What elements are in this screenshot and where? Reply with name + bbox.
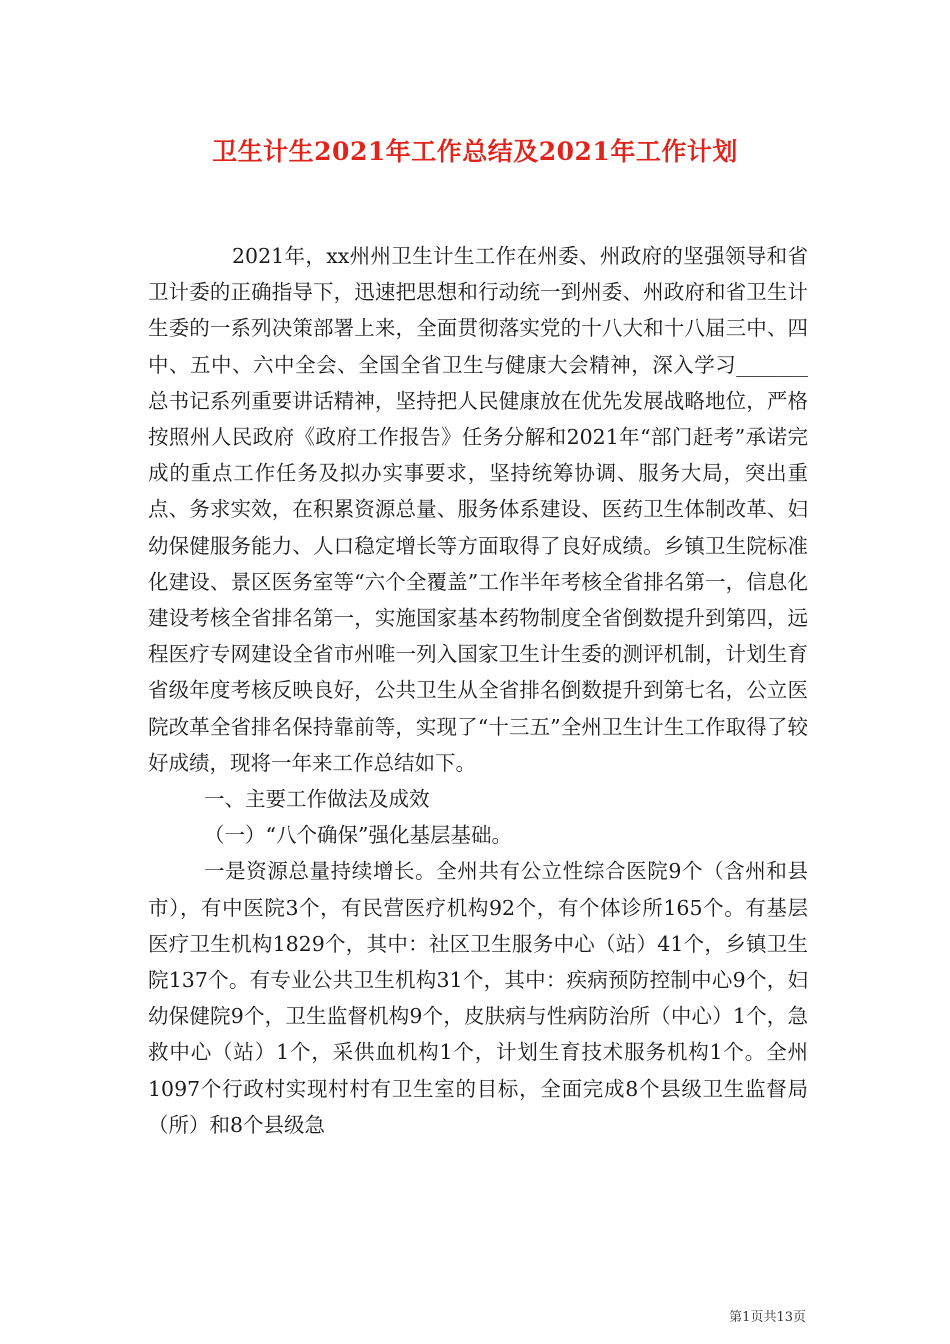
- subsection-heading: （一）“八个确保”强化基层基础。: [204, 823, 512, 848]
- document-title: 卫生计生2021年工作总结及2021年工作计划: [212, 137, 738, 166]
- page-number: 第1页共13页: [729, 1310, 806, 1325]
- document-body: [148, 238, 808, 1143]
- paragraph-resources: 一是资源总量持续增长。全州共有公立性综合医院9个（含州和县市），有中医院3个，有民营医疗机构92个，有个体诊所165个。有基层医疗卫生机构1829个，其中：社区卫生服务中心（站）41个，乡镇卫生院137个。有专业公共卫生机构31个，其中：疾病预防控制中心9个，妇幼保健院9个，卫生监督机构9个，皮肤病与性病防治所（中心）1个，急救中心（站）1个，采供血机构1个，计划生育技术服务机构1个。全州1097个行政村实现村村有卫生室的目标，全面完成8个县级卫生监督局（所）和8个县级急: [148, 859, 808, 1137]
- paragraph-intro: 2021年，xx州州卫生计生工作在州委、州政府的坚强领导和省卫计委的正确指导下，迅速把思想和行动统一到州委、州政府和省卫生计生委的一系列决策部署上来，全面贯彻落实党的十八大和十八届三中、四中、五中、六中全会、全国全省卫生与健康大会精神，深入学习_______总书记系列重要讲话精神，坚持把人民健康放在优先发展战略地位，严格按照州人民政府《政府工作报告》任务分解和2021年“部门赶考”承诺完成的重点工作任务及拟办实事要求，坚持统筹协调、服务大局，突出重点、务求实效，在积累资源总量、服务体系建设、医药卫生体制改革、妇幼保健服务能力、人口稳定增长等方面取得了良好成绩。乡镇卫生院标准化建设、景区医务室等“六个全覆盖”工作半年考核全省排名第一，信息化建设考核全省排名第一，实施国家基本药物制度全省倒数提升到第四，远程医疗专网建设全省市州唯一列入国家卫生计生委的测评机制，计划生育省级年度考核反映良好，公共卫生从全省排名倒数提升到第七名，公立医院改革全省排名保持靠前等，实现了“十三五”全州卫生计生工作取得了较好成绩，现将一年来工作总结如下。: [148, 244, 808, 775]
- section-heading: 一、主要工作做法及成效: [204, 787, 430, 812]
